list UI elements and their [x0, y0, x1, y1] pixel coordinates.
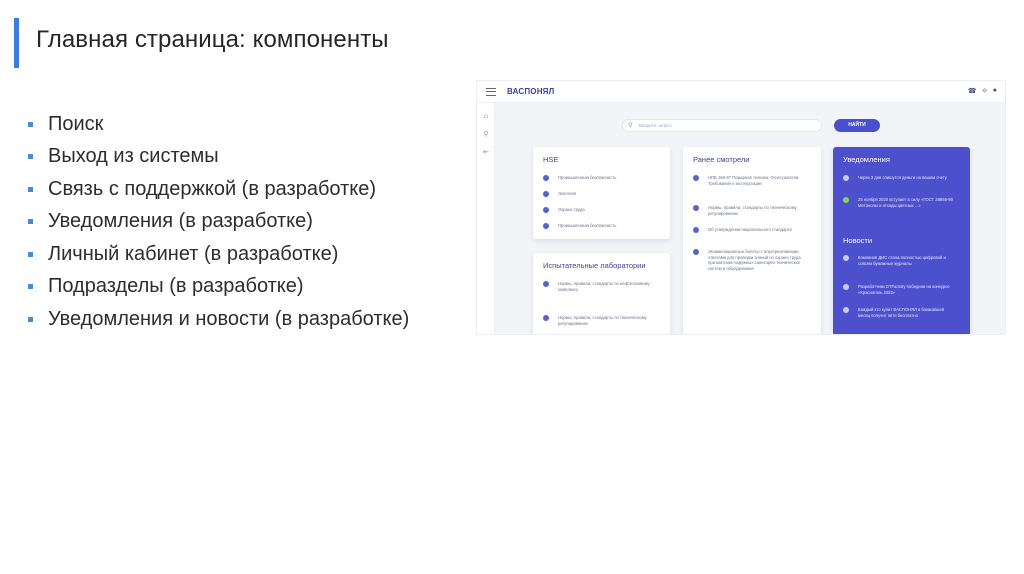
news-item[interactable]: Каждый кто купит ВАСПОНЯЛ в ближайшей месяц получит пятя бесплатно: [843, 307, 955, 318]
check-icon: [543, 281, 549, 287]
card-title: HSE: [543, 155, 559, 164]
list-item: Связь с поддержкой (в разработке): [28, 173, 409, 206]
history-icon: [693, 227, 699, 233]
user-icon[interactable]: ●: [992, 87, 997, 94]
list-item[interactable]: Нормы, правила, стандарты по нефтегазовому комплексу: [543, 281, 655, 292]
history-icon: [693, 249, 699, 255]
list-item: Личный кабинет (в разработке): [28, 238, 409, 271]
list-item: Поиск: [28, 108, 409, 141]
card-title: Испытательные лаборатории: [543, 261, 646, 270]
news-dot-icon: [843, 307, 849, 313]
menu-icon[interactable]: [486, 88, 496, 96]
check-icon: [543, 315, 549, 321]
list-item[interactable]: Экология: [543, 191, 576, 197]
news-item[interactable]: Разработчики DTFactory победили на конкурсе «Красноголь 2022»: [843, 284, 955, 295]
bullet-icon: [28, 187, 33, 192]
search-placeholder: Введите запрос: [639, 123, 672, 128]
list-item: Уведомления и новости (в разработке): [28, 303, 409, 336]
bell-icon[interactable]: ⚛: [981, 88, 988, 95]
card-title: Ранее смотрели: [693, 155, 750, 164]
component-list: [28, 108, 409, 336]
notification-item[interactable]: Через 3 дня спишутся деньги на вашем счету: [843, 175, 955, 181]
app-top-bar: [477, 81, 1005, 103]
list-item: Выход из системы: [28, 141, 409, 174]
bullet-icon: [28, 252, 33, 257]
top-icons: [968, 87, 997, 95]
list-item[interactable]: Нормы, правила, стандарты по техническому регулированию: [543, 315, 655, 326]
card-title: Уведомления: [843, 155, 890, 164]
notification-dot-icon: [843, 175, 849, 181]
list-item[interactable]: Нормы, правила, стандарты по техническому регулированию: [693, 205, 805, 216]
slide-title: Главная страница: компоненты: [36, 26, 389, 53]
recent-card: [683, 147, 821, 335]
history-icon: [693, 205, 699, 211]
app-screenshot: [476, 80, 1006, 335]
check-icon: [543, 223, 549, 229]
check-icon: [543, 175, 549, 181]
bullet-icon: [28, 154, 33, 159]
list-item: Уведомления (в разработке): [28, 206, 409, 239]
headset-icon[interactable]: ☎: [967, 88, 977, 95]
notifications-card: [833, 147, 970, 335]
list-item[interactable]: НПБ 166-97 Пожарная техника. Огнетушители. Требования к эксплуатации: [693, 175, 805, 186]
hse-card: [533, 147, 670, 239]
history-icon: [693, 175, 699, 181]
news-item[interactable]: Компания ДИС стала полностью цифровой и совсем бумажные журналы: [843, 255, 955, 266]
bullet-icon: [28, 219, 33, 224]
logout-icon[interactable]: ⇤: [483, 149, 489, 156]
list-item[interactable]: Об утверждении национального стандарта: [693, 227, 805, 233]
news-title: Новости: [843, 236, 873, 245]
search-input[interactable]: [622, 119, 822, 132]
notification-dot-icon: [843, 197, 849, 203]
search-button[interactable]: НАЙТИ: [834, 119, 880, 132]
search-icon: ⚲: [628, 123, 633, 129]
bullet-icon: [28, 122, 33, 127]
search-icon[interactable]: ⚲: [483, 131, 489, 138]
list-item[interactable]: Экзаменационные билеты с альтернативными ответами для проверки знаний по охране труда при монтаже наружных санитарно-технических систем и оборудования: [693, 249, 805, 271]
list-item[interactable]: Промышленная безопасность: [543, 175, 616, 181]
check-icon: [543, 191, 549, 197]
app-logo[interactable]: ВАСПОНЯЛ: [507, 87, 555, 96]
labs-card: [533, 253, 670, 335]
home-icon[interactable]: ⌂: [483, 113, 489, 120]
bullet-icon: [28, 284, 33, 289]
news-dot-icon: [843, 284, 849, 290]
app-sidebar: [477, 103, 495, 335]
list-item[interactable]: Промышленная безопасность: [543, 223, 616, 229]
list-item: Подразделы (в разработке): [28, 271, 409, 304]
notification-item[interactable]: 25 ноября 2020 вступает в силу «ГОСТ 28868-90 Метанолы и отходы цветных ...»: [843, 197, 955, 208]
title-accent-bar: [14, 18, 19, 68]
news-dot-icon: [843, 255, 849, 261]
bullet-icon: [28, 317, 33, 322]
list-item[interactable]: Охрана труда: [543, 207, 585, 213]
check-icon: [543, 207, 549, 213]
